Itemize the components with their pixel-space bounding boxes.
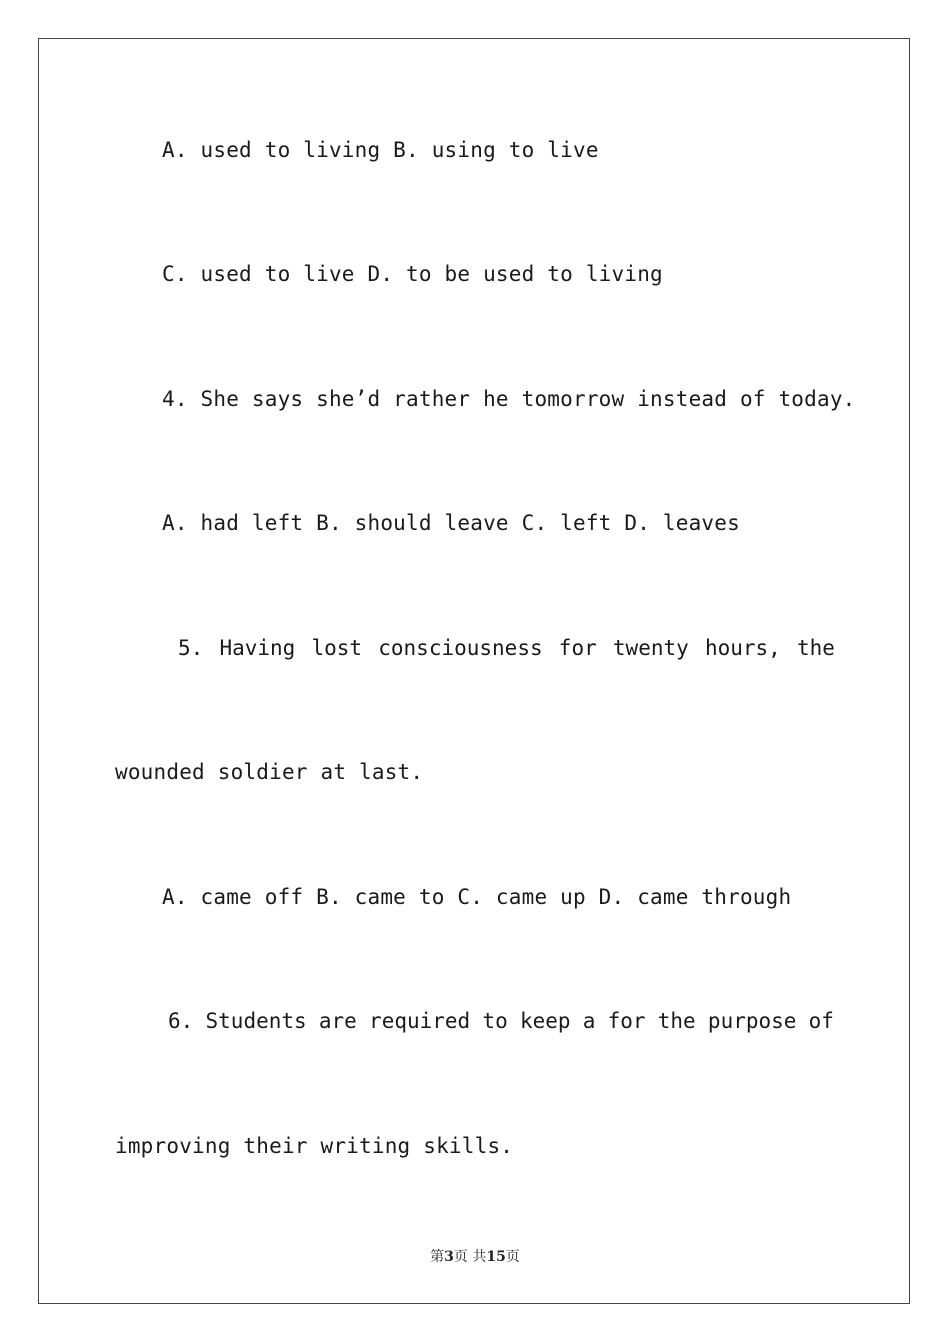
current-page-number: 3 (444, 1249, 454, 1265)
word: 6. (168, 1009, 194, 1033)
footer-mid: 页 共 (453, 1249, 487, 1265)
word: keep (519, 1009, 571, 1033)
question-5-stem-line-1 (178, 634, 835, 662)
word: the (657, 1009, 696, 1033)
word: lost (311, 636, 363, 660)
page-footer (0, 1246, 950, 1266)
word: for (558, 636, 597, 660)
question-6-stem-line-1 (168, 1007, 834, 1035)
word: for (607, 1009, 646, 1033)
word: Students (205, 1009, 307, 1033)
word: are (318, 1009, 357, 1033)
question-4-stem: 4. She says she’d rather he tomorrow instead of today. (162, 387, 856, 411)
question-6-stem-line-2: improving their writing skills. (115, 1134, 514, 1158)
word: Having (219, 636, 296, 660)
word: a (582, 1009, 596, 1033)
page-border (38, 38, 910, 1304)
total-page-count: 15 (486, 1249, 506, 1265)
question-5-options: A. came off B. came to C. came up D. came through (162, 885, 792, 909)
footer-suffix: 页 (505, 1249, 520, 1265)
footer-prefix: 第 (430, 1249, 445, 1265)
word: of (808, 1009, 834, 1033)
question-4-options: A. had left B. should leave C. left D. leaves (162, 511, 740, 535)
word: consciousness (378, 636, 543, 660)
word: the (796, 636, 835, 660)
question-5-stem-line-2: wounded soldier at last. (115, 760, 424, 784)
question-3-options-ab: A. used to living B. using to live (162, 138, 599, 162)
word: purpose (707, 1009, 797, 1033)
word: 5. (178, 636, 204, 660)
word: required (369, 1009, 471, 1033)
word: twenty (612, 636, 689, 660)
word: to (482, 1009, 508, 1033)
question-3-options-cd: C. used to live D. to be used to living (162, 262, 663, 286)
word: hours, (704, 636, 781, 660)
